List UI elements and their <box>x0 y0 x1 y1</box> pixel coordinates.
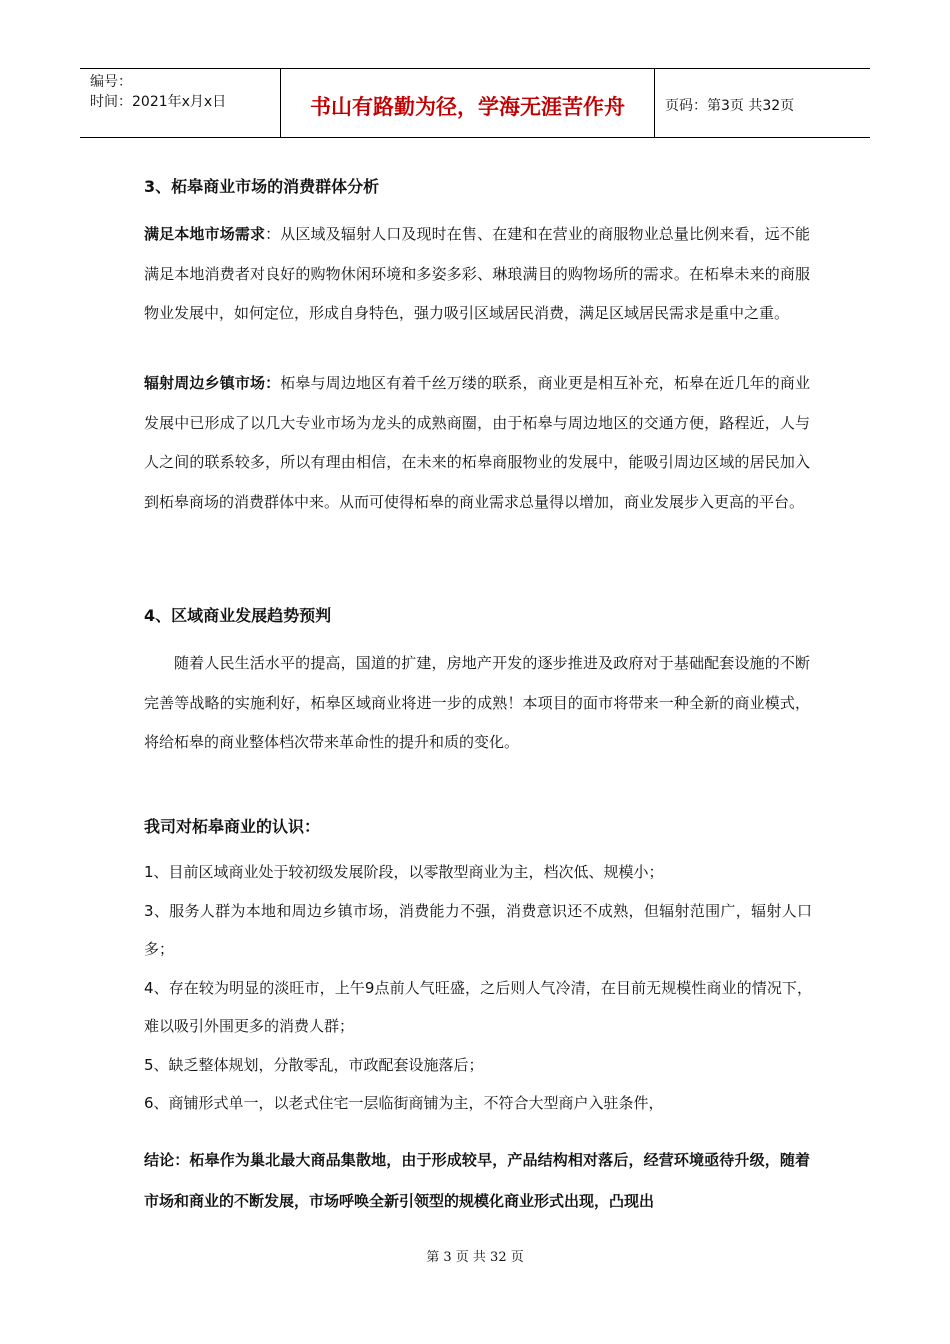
list-item: 5、缺乏整体规划，分散零乱，市政配套设施落后； <box>144 1055 484 1074</box>
section3-p1-lead: 满足本地市场需求 <box>144 225 266 243</box>
list-item: 6、商铺形式单一，以老式住宅一层临街商铺为主，不符合大型商户入驻条件， <box>144 1094 664 1112</box>
section4-paragraph: 随着人民生活水平的提高，国道的扩建，房地产开发的逐步推进及政府对于基础配套设施的不断完善等战略的实施利好，柘皋区域商业将进一步的成熟！本项目的面市将带来一种全新的商业模式，将给柘皋的商业整体档次带来革命性的提升和质的变化。 <box>144 654 810 751</box>
conclusion-paragraph: 结论：柘皋作为巢北最大商品集散地，由于形成较早，产品结构相对落后，经营环境亟待升级，随着市场和商业的不断发展，市场呼唤全新引领型的规模化商业形式出现，凸现出 <box>144 1151 810 1210</box>
understanding-title: 我司对柘皋商业的认识： <box>144 817 321 836</box>
list-item: 4、存在较为明显的淡旺市，上午9点前人气旺盛，之后则人气冷清，在目前无规模性商业的情况下，难以吸引外围更多的消费人群； <box>144 978 812 1035</box>
section3-p1-text: ：从区域及辐射人口及现时在售、在建和在营业的商服物业总量比例来看，远不能满足本地消费者对良好的购物休闲环境和多姿多彩、琳琅满目的购物场所的需求。在柘皋未来的商服物业发展中，如何定位，形成自身特色，强力吸引区域居民消费，满足区域居民需求是重中之重。 <box>144 225 810 322</box>
section3-title: 3、柘皋商业市场的消费群体分析 <box>144 177 380 196</box>
section3-paragraph-2 <box>144 364 810 522</box>
section3-p2-text: 柘皋与周边地区有着千丝万缕的联系，商业更是相互补充，柘皋在近几年的商业发展中已形成了以几大专业市场为龙头的成熟商圈，由于柘皋与周边地区的交通方便，路程近，人与人之间的联系较多，所以有理由相信，在未来的柘皋商服物业的发展中，能吸引周边区域的居民加入到柘皋商场的消费群体中来。从而可使得柘皋的商业需求总量得以增加，商业发展步入更高的平台。 <box>144 374 810 511</box>
number-label: 编号： <box>90 74 132 90</box>
understanding-list <box>144 853 812 1123</box>
header-motto: 书山有路勤为径，学海无涯苦作舟 <box>281 69 655 137</box>
section4-title: 4、区域商业发展趋势预判 <box>144 606 332 625</box>
section3-p2-lead: 辐射周边乡镇市场： <box>144 374 281 392</box>
time-label: 时间：2021年x月x日 <box>90 94 227 110</box>
section3-paragraph-1 <box>144 215 810 334</box>
list-item: 1、目前区域商业处于较初级发展阶段，以零散型商业为主，档次低、规模小； <box>144 863 664 881</box>
header-page-label: 页码：第3页 共32页 <box>665 98 795 114</box>
page-header <box>80 68 870 138</box>
page-footer: 第 3 页 共 32 页 <box>426 1250 524 1265</box>
list-item: 3、服务人群为本地和周边乡镇市场，消费能力不强，消费意识还不成熟，但辐射范围广，辐射人口多； <box>144 901 812 958</box>
header-meta <box>80 69 281 137</box>
